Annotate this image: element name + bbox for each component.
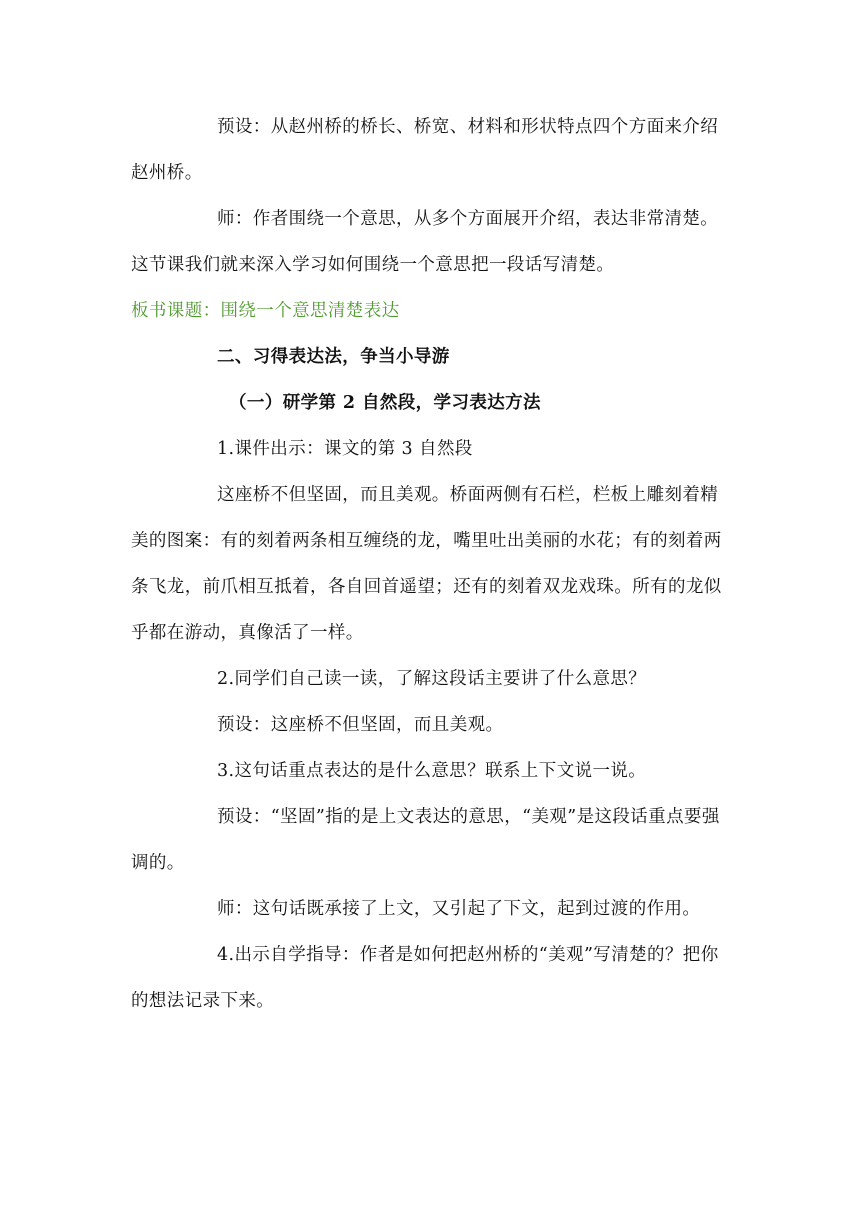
- quoted-text-paragraph: 这座桥不但坚固，而且美观。桥面两侧有石栏，栏板上雕刻着精美的图案：有的刻着两条相互缠绕的龙，嘴里吐出美丽的水花；有的刻着两条飞龙，前爪相互抵着，各自回首遥望；还有的刻着双龙戏珠。所有的龙似乎都在游动，真像活了一样。: [131, 485, 722, 643]
- step-1-line: 1.课件出示：课文的第 3 自然段: [217, 439, 473, 459]
- subsection-heading-1: （一）研学第 2 自然段，学习表达方法: [229, 393, 541, 413]
- teacher-paragraph-1: 师：作者围绕一个意思，从多个方面展开介绍，表达非常清楚。这节课我们就来深入学习如何围绕一个意思把一段话写清楚。: [131, 209, 719, 275]
- step-4-line: 4.出示自学指导：作者是如何把赵州桥的“美观”写清楚的？把你的想法记录下来。: [131, 945, 719, 1011]
- document-body: [131, 104, 731, 1024]
- preset-paragraph-2: 预设：这座桥不但坚固，而且美观。: [217, 715, 504, 735]
- board-title-line: 板书课题：围绕一个意思清楚表达: [131, 301, 400, 321]
- preset-paragraph-3: 预设：“坚固”指的是上文表达的意思，“美观”是这段话重点要强调的。: [131, 807, 720, 873]
- step-3-line: 3.这句话重点表达的是什么意思？联系上下文说一说。: [217, 761, 647, 781]
- preset-paragraph-1: 预设：从赵州桥的桥长、桥宽、材料和形状特点四个方面来介绍赵州桥。: [131, 117, 719, 183]
- section-heading-2: 二、习得表达法，争当小导游: [217, 347, 450, 367]
- teacher-paragraph-2: 师：这句话既承接了上文，又引起了下文，起到过渡的作用。: [217, 899, 701, 919]
- step-2-line: 2.同学们自己读一读，了解这段话主要讲了什么意思？: [217, 669, 647, 689]
